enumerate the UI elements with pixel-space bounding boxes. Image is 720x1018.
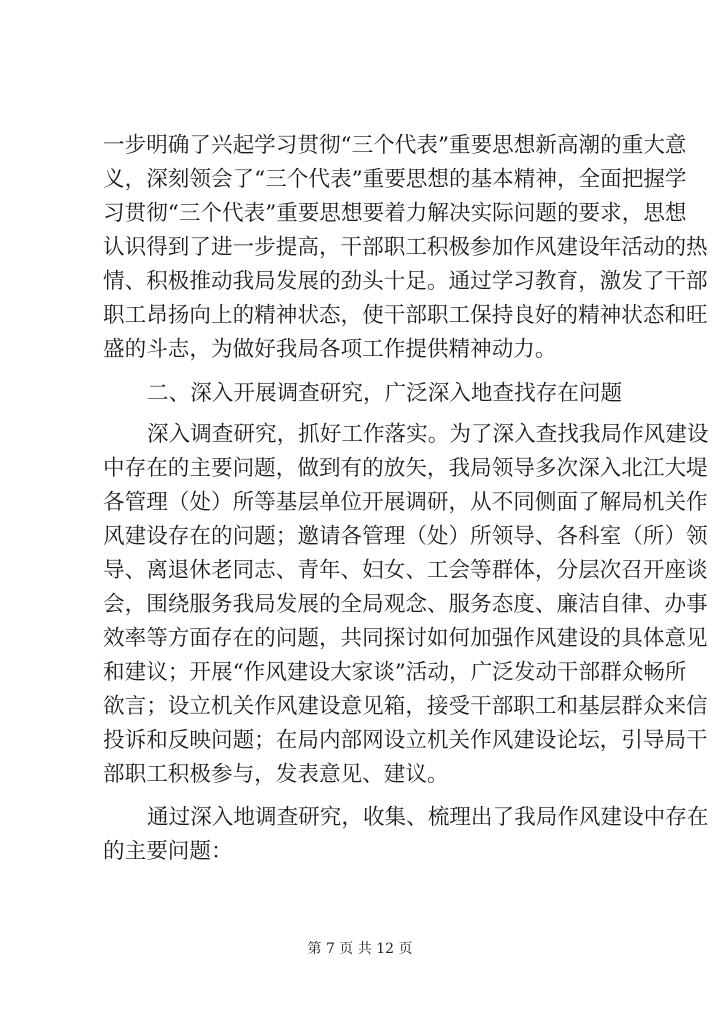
paragraph-line-15: 效率等方面存在的问题，共同探讨如何加强作风建设的具体意见 bbox=[103, 626, 708, 651]
paragraph-line-18: 投诉和反映问题；在局内部网设立机关作风建设论坛，引导局干 bbox=[103, 728, 708, 753]
section-heading: 二、深入开展调查研究，广泛深入地查找存在问题 bbox=[147, 381, 623, 406]
paragraph-line-21: 的主要问题： bbox=[103, 839, 233, 864]
paragraph-line-3: 习贯彻“三个代表”重要思想要着力解决实际问题的要求，思想 bbox=[103, 201, 687, 226]
paragraph-line-6: 职工昂扬向上的精神状态，使干部职工保持良好的精神状态和旺 bbox=[103, 303, 708, 328]
paragraph-line-16: 和建议；开展“作风建设大家谈”活动，广泛发动干部群众畅所 bbox=[103, 660, 687, 685]
paragraph-line-9: 深入调查研究，抓好工作落实。为了深入查找我局作风建设 bbox=[147, 422, 709, 447]
paragraph-line-11: 各管理（处）所等基层单位开展调研，从不同侧面了解局机关作 bbox=[103, 490, 708, 515]
paragraph-line-13: 导、离退休老同志、青年、妇女、工会等群体，分层次召开座谈 bbox=[103, 558, 708, 583]
paragraph-line-5: 情、积极推动我局发展的劲头十足。通过学习教育，激发了干部 bbox=[103, 269, 708, 294]
paragraph-line-2: 义，深刻领会了“三个代表”重要思想的基本精神，全面把握学 bbox=[103, 167, 687, 192]
paragraph-line-10: 中存在的主要问题，做到有的放矢，我局领导多次深入北江大堤 bbox=[103, 456, 708, 481]
paragraph-line-14: 会，围绕服务我局发展的全局观念、服务态度、廉洁自律、办事 bbox=[103, 592, 708, 617]
paragraph-line-20: 通过深入地调查研究，收集、梳理出了我局作风建设中存在 bbox=[147, 805, 709, 830]
paragraph-line-1: 一步明确了兴起学习贯彻“三个代表”重要思想新高潮的重大意 bbox=[103, 133, 687, 158]
paragraph-line-17: 欲言；设立机关作风建设意见箱，接受干部职工和基层群众来信 bbox=[103, 694, 708, 719]
paragraph-line-4: 认识得到了进一步提高，干部职工积极参加作风建设年活动的热 bbox=[103, 235, 708, 260]
paragraph-line-12: 风建设存在的问题；邀请各管理（处）所领导、各科室（所）领 bbox=[103, 524, 708, 549]
page-number-footer: 第 7 页 共 12 页 bbox=[307, 941, 413, 957]
paragraph-line-19: 部职工积极参与，发表意见、建议。 bbox=[103, 762, 449, 787]
paragraph-line-7: 盛的斗志，为做好我局各项工作提供精神动力。 bbox=[103, 337, 557, 362]
